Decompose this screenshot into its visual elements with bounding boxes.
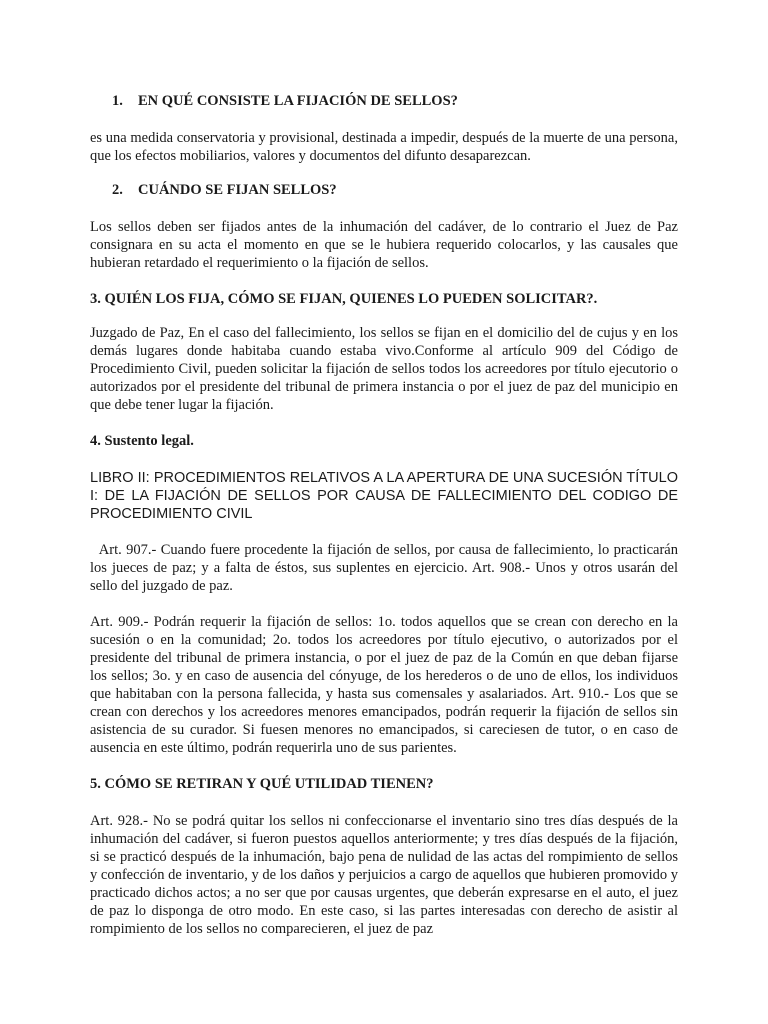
section-2-number: 2.	[112, 182, 123, 198]
section-1-body: es una medida conservatoria y provisional, destinada a impedir, después de la muerte de una persona, que los efectos mobiliarios, valores y documentos del difunto desaparezcan.	[90, 130, 678, 164]
section-2-body: Los sellos deben ser fijados antes de la inhumación del cadáver, de lo contrario el Juez de Paz consignara en su acta el momento en que se le hubiera requerido colocarlos, y las causales que hubieran retardado el requerimiento o la fijación de sellos.	[90, 219, 678, 271]
section-3-body: Juzgado de Paz, En el caso del fallecimiento, los sellos se fijan en el domicilio del de cujus y en los demás lugares donde habitaba cuando estaba vivo.Conforme al artículo 909 del Código de Procedimiento Civil, pueden solicitar la fijación de sellos todos los acreedores por título ejecutorio o autorizados por el presidente del tribunal de primera instancia o por el juez de paz del municipio en que debe tener lugar la fijación.	[90, 325, 678, 413]
article-907: Art. 907.- Cuando fuere procedente la fijación de sellos, por causa de fallecimiento, lo practicarán los jueces de paz; y a falta de éstos, sus suplentes en ejercicio. Art. 908.- Unos y otros usarán del sello del juzgado de paz.	[90, 542, 682, 594]
section-2-heading	[90, 181, 678, 199]
law-heading: LIBRO II: PROCEDIMIENTOS RELATIVOS A LA APERTURA DE UNA SUCESIÓN TÍTULO I: DE LA FIJACIÓN DE SELLOS POR CAUSA DE FALLECIMIENTO DEL CODIGO DE PROCEDIMIENTO CIVIL	[90, 470, 678, 522]
section-5-heading: 5. CÓMO SE RETIRAN Y QUÉ UTILIDAD TIENEN?	[90, 776, 434, 792]
section-1-heading	[90, 92, 678, 110]
section-1-title: EN QUÉ CONSISTE LA FIJACIÓN DE SELLOS?	[138, 93, 458, 109]
section-2-title: CUÁNDO SE FIJAN SELLOS?	[138, 182, 337, 198]
section-1-number: 1.	[112, 93, 123, 109]
document-page	[90, 92, 682, 938]
article-909: Art. 909.- Podrán requerir la fijación de sellos: 1o. todos aquellos que se crean con derecho en la sucesión o en la comunidad; 2o. todos los acreedores por título ejecutivo, o autorizados por el presidente del tribunal de primera instancia, o por el juez de paz de la Común en que deban fijarse los sellos; 3o. y en caso de ausencia del cónyuge, de los herederos o de uno de ellos, los individuos que habitaban con la persona fallecida, y hasta sus comensales y asalariados. Art. 910.- Los que se crean con derechos y los acreedores menores emancipados, podrán requerir la fijación de sellos sin asistencia de su curador. Si fuesen menores no emancipados, si careciesen de tutor, o en caso de ausencia en este último, podrán requerirla uno de sus parientes.	[90, 614, 678, 756]
article-928: Art. 928.- No se podrá quitar los sellos ni confeccionarse el inventario sino tres días después de la inhumación del cadáver, si fueron puestos aquellos anteriormente; y tres días después de la fijación, si se practicó después de la inhumación, bajo pena de nulidad de las actas del rompimiento de sellos y confección de inventario, y de los daños y perjuicios a cargo de aquellos que hubieren promovido y practicado dichos actos; a no ser que por causas urgentes, que deberán expresarse en el auto, el juez de paz lo disponga de otro modo. En este caso, si las partes interesadas con derecho de asistir al rompimiento de los sellos no comparecieren, el juez de paz	[90, 813, 678, 937]
section-3-heading: 3. QUIÉN LOS FIJA, CÓMO SE FIJAN, QUIENES LO PUEDEN SOLICITAR?.	[90, 291, 598, 307]
section-4-heading: 4. Sustento legal.	[90, 433, 194, 449]
